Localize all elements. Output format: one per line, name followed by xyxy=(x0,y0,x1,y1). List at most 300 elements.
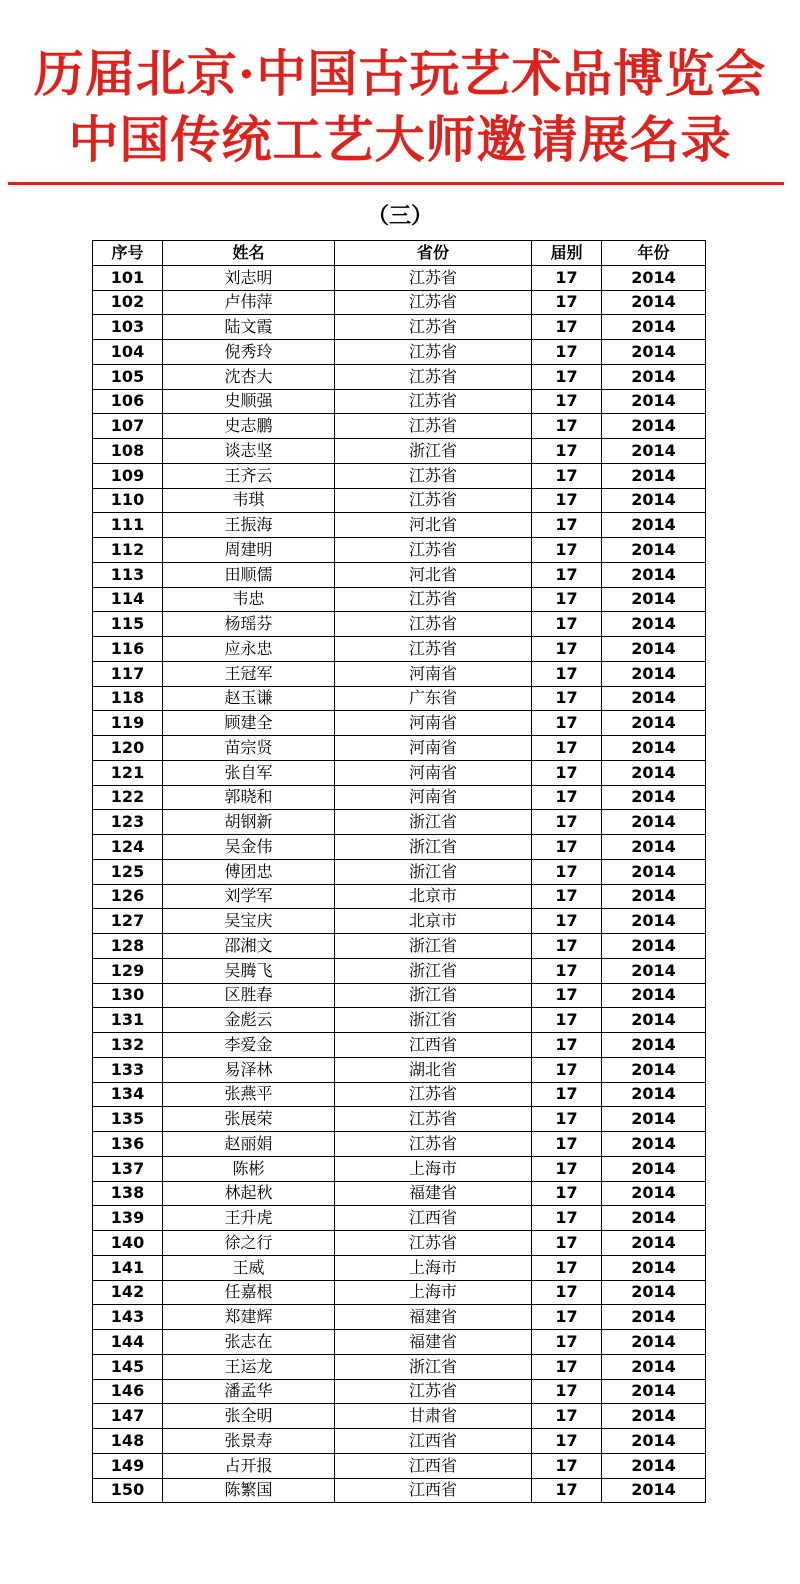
cell-number: 105 xyxy=(93,364,163,389)
table-row xyxy=(93,736,706,761)
cell-session: 17 xyxy=(532,760,602,785)
cell-name: 吴腾飞 xyxy=(163,958,335,983)
cell-year: 2014 xyxy=(602,760,706,785)
cell-province: 浙江省 xyxy=(335,439,532,464)
cell-session: 17 xyxy=(532,1404,602,1429)
table-row xyxy=(93,1008,706,1033)
cell-number: 132 xyxy=(93,1033,163,1058)
cell-province: 福建省 xyxy=(335,1305,532,1330)
cell-number: 124 xyxy=(93,835,163,860)
cell-name: 杨瑶芬 xyxy=(163,612,335,637)
cell-year: 2014 xyxy=(602,934,706,959)
column-header-province: 省份 xyxy=(335,241,532,266)
cell-province: 广东省 xyxy=(335,686,532,711)
table-row xyxy=(93,414,706,439)
cell-session: 17 xyxy=(532,711,602,736)
cell-year: 2014 xyxy=(602,736,706,761)
cell-province: 北京市 xyxy=(335,884,532,909)
table-row xyxy=(93,612,706,637)
cell-province: 江苏省 xyxy=(335,1379,532,1404)
table-row xyxy=(93,637,706,662)
cell-session: 17 xyxy=(532,686,602,711)
table-row xyxy=(93,389,706,414)
cell-year: 2014 xyxy=(602,1305,706,1330)
cell-year: 2014 xyxy=(602,340,706,365)
cell-number: 147 xyxy=(93,1404,163,1429)
cell-province: 江西省 xyxy=(335,1453,532,1478)
cell-session: 17 xyxy=(532,785,602,810)
cell-name: 林起秋 xyxy=(163,1181,335,1206)
cell-session: 17 xyxy=(532,1107,602,1132)
cell-year: 2014 xyxy=(602,983,706,1008)
cell-session: 17 xyxy=(532,1181,602,1206)
table-row xyxy=(93,859,706,884)
cell-number: 127 xyxy=(93,909,163,934)
cell-year: 2014 xyxy=(602,1280,706,1305)
cell-number: 122 xyxy=(93,785,163,810)
cell-number: 142 xyxy=(93,1280,163,1305)
cell-session: 17 xyxy=(532,389,602,414)
cell-session: 17 xyxy=(532,1231,602,1256)
cell-year: 2014 xyxy=(602,290,706,315)
cell-number: 129 xyxy=(93,958,163,983)
cell-session: 17 xyxy=(532,810,602,835)
cell-name: 王升虎 xyxy=(163,1206,335,1231)
table-row xyxy=(93,1478,706,1503)
cell-number: 141 xyxy=(93,1255,163,1280)
column-header-number: 序号 xyxy=(93,241,163,266)
table-body xyxy=(93,265,706,1503)
cell-name: 吴宝庆 xyxy=(163,909,335,934)
cell-session: 17 xyxy=(532,364,602,389)
cell-province: 河南省 xyxy=(335,711,532,736)
table-row xyxy=(93,661,706,686)
column-header-session: 届别 xyxy=(532,241,602,266)
cell-session: 17 xyxy=(532,1156,602,1181)
cell-number: 107 xyxy=(93,414,163,439)
cell-number: 109 xyxy=(93,463,163,488)
cell-session: 17 xyxy=(532,513,602,538)
cell-number: 139 xyxy=(93,1206,163,1231)
cell-name: 韦琪 xyxy=(163,488,335,513)
cell-year: 2014 xyxy=(602,909,706,934)
cell-session: 17 xyxy=(532,265,602,290)
cell-session: 17 xyxy=(532,1478,602,1503)
cell-session: 17 xyxy=(532,488,602,513)
cell-year: 2014 xyxy=(602,1181,706,1206)
cell-session: 17 xyxy=(532,562,602,587)
table-row xyxy=(93,513,706,538)
cell-number: 138 xyxy=(93,1181,163,1206)
cell-session: 17 xyxy=(532,934,602,959)
cell-name: 赵丽娟 xyxy=(163,1132,335,1157)
table-row xyxy=(93,909,706,934)
cell-year: 2014 xyxy=(602,637,706,662)
cell-name: 陈繁国 xyxy=(163,1478,335,1503)
cell-province: 河南省 xyxy=(335,736,532,761)
cell-year: 2014 xyxy=(602,884,706,909)
cell-session: 17 xyxy=(532,587,602,612)
cell-province: 河南省 xyxy=(335,760,532,785)
cell-name: 陈彬 xyxy=(163,1156,335,1181)
table-header xyxy=(93,241,706,266)
cell-number: 113 xyxy=(93,562,163,587)
table-row xyxy=(93,884,706,909)
cell-name: 陆文霞 xyxy=(163,315,335,340)
cell-session: 17 xyxy=(532,1082,602,1107)
table-row xyxy=(93,1231,706,1256)
cell-session: 17 xyxy=(532,1280,602,1305)
cell-year: 2014 xyxy=(602,1354,706,1379)
table-row xyxy=(93,1107,706,1132)
cell-number: 128 xyxy=(93,934,163,959)
cell-name: 郑建辉 xyxy=(163,1305,335,1330)
cell-number: 145 xyxy=(93,1354,163,1379)
cell-province: 江苏省 xyxy=(335,389,532,414)
cell-name: 顾建全 xyxy=(163,711,335,736)
cell-province: 江苏省 xyxy=(335,612,532,637)
table-row xyxy=(93,562,706,587)
cell-number: 126 xyxy=(93,884,163,909)
cell-name: 张燕平 xyxy=(163,1082,335,1107)
table-row xyxy=(93,1305,706,1330)
cell-province: 浙江省 xyxy=(335,934,532,959)
cell-year: 2014 xyxy=(602,1379,706,1404)
cell-province: 江西省 xyxy=(335,1478,532,1503)
cell-session: 17 xyxy=(532,884,602,909)
cell-name: 王冠军 xyxy=(163,661,335,686)
cell-session: 17 xyxy=(532,1255,602,1280)
cell-name: 郭晓和 xyxy=(163,785,335,810)
cell-province: 浙江省 xyxy=(335,835,532,860)
cell-session: 17 xyxy=(532,463,602,488)
table-row xyxy=(93,1132,706,1157)
cell-year: 2014 xyxy=(602,389,706,414)
cell-number: 114 xyxy=(93,587,163,612)
cell-number: 149 xyxy=(93,1453,163,1478)
cell-session: 17 xyxy=(532,1206,602,1231)
cell-session: 17 xyxy=(532,983,602,1008)
cell-number: 117 xyxy=(93,661,163,686)
title-line-2: 中国传统工艺大师邀请展名录 xyxy=(68,110,732,169)
cell-number: 108 xyxy=(93,439,163,464)
cell-name: 易泽林 xyxy=(163,1057,335,1082)
table-row xyxy=(93,315,706,340)
cell-year: 2014 xyxy=(602,1008,706,1033)
cell-name: 张全明 xyxy=(163,1404,335,1429)
cell-number: 131 xyxy=(93,1008,163,1033)
cell-session: 17 xyxy=(532,958,602,983)
cell-year: 2014 xyxy=(602,538,706,563)
cell-province: 江苏省 xyxy=(335,637,532,662)
table-row xyxy=(93,1082,706,1107)
table-row xyxy=(93,488,706,513)
cell-session: 17 xyxy=(532,1453,602,1478)
header-row xyxy=(93,241,706,266)
cell-name: 田顺儒 xyxy=(163,562,335,587)
cell-year: 2014 xyxy=(602,711,706,736)
table-row xyxy=(93,711,706,736)
cell-session: 17 xyxy=(532,637,602,662)
cell-name: 史志鹏 xyxy=(163,414,335,439)
table-row xyxy=(93,538,706,563)
cell-session: 17 xyxy=(532,1033,602,1058)
cell-province: 江西省 xyxy=(335,1033,532,1058)
cell-year: 2014 xyxy=(602,1231,706,1256)
cell-number: 119 xyxy=(93,711,163,736)
cell-number: 121 xyxy=(93,760,163,785)
cell-year: 2014 xyxy=(602,686,706,711)
cell-year: 2014 xyxy=(602,439,706,464)
cell-name: 傅团忠 xyxy=(163,859,335,884)
cell-number: 123 xyxy=(93,810,163,835)
cell-session: 17 xyxy=(532,835,602,860)
cell-province: 江苏省 xyxy=(335,1132,532,1157)
cell-year: 2014 xyxy=(602,265,706,290)
cell-province: 湖北省 xyxy=(335,1057,532,1082)
cell-year: 2014 xyxy=(602,513,706,538)
cell-session: 17 xyxy=(532,612,602,637)
cell-name: 张自军 xyxy=(163,760,335,785)
table-row xyxy=(93,439,706,464)
table-row xyxy=(93,958,706,983)
table-row xyxy=(93,1280,706,1305)
roster-table xyxy=(92,240,706,1503)
cell-name: 赵玉谦 xyxy=(163,686,335,711)
cell-province: 浙江省 xyxy=(335,958,532,983)
header-divider xyxy=(8,182,784,185)
table-row xyxy=(93,835,706,860)
cell-name: 金彪云 xyxy=(163,1008,335,1033)
column-header-year: 年份 xyxy=(602,241,706,266)
cell-number: 144 xyxy=(93,1330,163,1355)
cell-province: 上海市 xyxy=(335,1156,532,1181)
cell-province: 北京市 xyxy=(335,909,532,934)
cell-name: 胡钢新 xyxy=(163,810,335,835)
cell-number: 137 xyxy=(93,1156,163,1181)
cell-session: 17 xyxy=(532,290,602,315)
cell-number: 136 xyxy=(93,1132,163,1157)
cell-name: 刘志明 xyxy=(163,265,335,290)
cell-name: 沈杏大 xyxy=(163,364,335,389)
cell-session: 17 xyxy=(532,1429,602,1454)
cell-province: 江苏省 xyxy=(335,290,532,315)
cell-name: 王振海 xyxy=(163,513,335,538)
cell-year: 2014 xyxy=(602,587,706,612)
cell-year: 2014 xyxy=(602,1206,706,1231)
cell-session: 17 xyxy=(532,1379,602,1404)
cell-number: 112 xyxy=(93,538,163,563)
cell-province: 江苏省 xyxy=(335,364,532,389)
table-row xyxy=(93,1206,706,1231)
part-label: （三） xyxy=(366,204,433,229)
cell-name: 邵湘文 xyxy=(163,934,335,959)
table-row xyxy=(93,1057,706,1082)
cell-name: 张志在 xyxy=(163,1330,335,1355)
table-row xyxy=(93,686,706,711)
cell-province: 甘肃省 xyxy=(335,1404,532,1429)
cell-year: 2014 xyxy=(602,810,706,835)
cell-year: 2014 xyxy=(602,835,706,860)
cell-province: 浙江省 xyxy=(335,810,532,835)
cell-province: 浙江省 xyxy=(335,983,532,1008)
cell-name: 张景寿 xyxy=(163,1429,335,1454)
cell-name: 苗宗贤 xyxy=(163,736,335,761)
cell-number: 135 xyxy=(93,1107,163,1132)
table-row xyxy=(93,290,706,315)
cell-name: 韦忠 xyxy=(163,587,335,612)
cell-name: 占开报 xyxy=(163,1453,335,1478)
table-row xyxy=(93,364,706,389)
cell-number: 115 xyxy=(93,612,163,637)
cell-province: 河南省 xyxy=(335,661,532,686)
cell-name: 潘孟华 xyxy=(163,1379,335,1404)
cell-name: 张展荣 xyxy=(163,1107,335,1132)
cell-year: 2014 xyxy=(602,612,706,637)
cell-province: 江苏省 xyxy=(335,1082,532,1107)
cell-name: 徐之行 xyxy=(163,1231,335,1256)
cell-year: 2014 xyxy=(602,1033,706,1058)
table-row xyxy=(93,1156,706,1181)
cell-number: 104 xyxy=(93,340,163,365)
cell-year: 2014 xyxy=(602,1057,706,1082)
table-row xyxy=(93,934,706,959)
cell-number: 140 xyxy=(93,1231,163,1256)
cell-province: 江西省 xyxy=(335,1206,532,1231)
table-row xyxy=(93,265,706,290)
cell-number: 150 xyxy=(93,1478,163,1503)
cell-number: 125 xyxy=(93,859,163,884)
cell-year: 2014 xyxy=(602,859,706,884)
cell-province: 浙江省 xyxy=(335,1354,532,1379)
cell-name: 王齐云 xyxy=(163,463,335,488)
cell-year: 2014 xyxy=(602,1429,706,1454)
cell-number: 133 xyxy=(93,1057,163,1082)
cell-province: 江苏省 xyxy=(335,1107,532,1132)
cell-year: 2014 xyxy=(602,661,706,686)
cell-province: 浙江省 xyxy=(335,1008,532,1033)
table-row xyxy=(93,1354,706,1379)
cell-year: 2014 xyxy=(602,958,706,983)
cell-name: 刘学军 xyxy=(163,884,335,909)
cell-year: 2014 xyxy=(602,1132,706,1157)
cell-name: 卢伟萍 xyxy=(163,290,335,315)
cell-session: 17 xyxy=(532,661,602,686)
cell-name: 史顺强 xyxy=(163,389,335,414)
cell-session: 17 xyxy=(532,859,602,884)
cell-province: 江苏省 xyxy=(335,265,532,290)
cell-year: 2014 xyxy=(602,785,706,810)
cell-number: 118 xyxy=(93,686,163,711)
cell-number: 148 xyxy=(93,1429,163,1454)
table-row xyxy=(93,1429,706,1454)
cell-province: 江苏省 xyxy=(335,1231,532,1256)
cell-province: 江苏省 xyxy=(335,463,532,488)
cell-year: 2014 xyxy=(602,463,706,488)
cell-number: 116 xyxy=(93,637,163,662)
cell-province: 河北省 xyxy=(335,562,532,587)
cell-province: 福建省 xyxy=(335,1181,532,1206)
cell-year: 2014 xyxy=(602,414,706,439)
cell-session: 17 xyxy=(532,1132,602,1157)
cell-name: 王威 xyxy=(163,1255,335,1280)
cell-year: 2014 xyxy=(602,488,706,513)
cell-session: 17 xyxy=(532,1008,602,1033)
cell-name: 周建明 xyxy=(163,538,335,563)
cell-province: 上海市 xyxy=(335,1280,532,1305)
cell-session: 17 xyxy=(532,1330,602,1355)
cell-name: 任嘉根 xyxy=(163,1280,335,1305)
cell-year: 2014 xyxy=(602,364,706,389)
cell-year: 2014 xyxy=(602,1255,706,1280)
cell-province: 江苏省 xyxy=(335,488,532,513)
cell-number: 120 xyxy=(93,736,163,761)
cell-province: 上海市 xyxy=(335,1255,532,1280)
cell-province: 江苏省 xyxy=(335,340,532,365)
cell-province: 福建省 xyxy=(335,1330,532,1355)
cell-number: 101 xyxy=(93,265,163,290)
cell-number: 143 xyxy=(93,1305,163,1330)
table-row xyxy=(93,760,706,785)
table-row xyxy=(93,463,706,488)
cell-name: 吴金伟 xyxy=(163,835,335,860)
table-row xyxy=(93,340,706,365)
table-row xyxy=(93,587,706,612)
cell-session: 17 xyxy=(532,1305,602,1330)
table-row xyxy=(93,983,706,1008)
cell-session: 17 xyxy=(532,315,602,340)
cell-session: 17 xyxy=(532,1354,602,1379)
cell-name: 李爱金 xyxy=(163,1033,335,1058)
cell-year: 2014 xyxy=(602,1107,706,1132)
table-row xyxy=(93,1330,706,1355)
table-row xyxy=(93,1453,706,1478)
cell-province: 江西省 xyxy=(335,1429,532,1454)
cell-year: 2014 xyxy=(602,315,706,340)
cell-name: 谈志坚 xyxy=(163,439,335,464)
cell-session: 17 xyxy=(532,538,602,563)
table-row xyxy=(93,1181,706,1206)
cell-number: 130 xyxy=(93,983,163,1008)
cell-province: 河南省 xyxy=(335,785,532,810)
cell-name: 王运龙 xyxy=(163,1354,335,1379)
cell-year: 2014 xyxy=(602,1453,706,1478)
cell-year: 2014 xyxy=(602,562,706,587)
cell-province: 江苏省 xyxy=(335,587,532,612)
cell-number: 110 xyxy=(93,488,163,513)
cell-name: 倪秀玲 xyxy=(163,340,335,365)
cell-year: 2014 xyxy=(602,1156,706,1181)
cell-session: 17 xyxy=(532,1057,602,1082)
cell-number: 134 xyxy=(93,1082,163,1107)
cell-province: 浙江省 xyxy=(335,859,532,884)
cell-year: 2014 xyxy=(602,1082,706,1107)
table-row xyxy=(93,1404,706,1429)
cell-province: 江苏省 xyxy=(335,315,532,340)
cell-province: 江苏省 xyxy=(335,538,532,563)
cell-number: 106 xyxy=(93,389,163,414)
title-line-1: 历届北京·中国古玩艺术品博览会 xyxy=(33,44,767,103)
cell-session: 17 xyxy=(532,736,602,761)
cell-year: 2014 xyxy=(602,1478,706,1503)
cell-name: 区胜春 xyxy=(163,983,335,1008)
table-row xyxy=(93,1255,706,1280)
cell-province: 河北省 xyxy=(335,513,532,538)
cell-session: 17 xyxy=(532,414,602,439)
cell-name: 应永忠 xyxy=(163,637,335,662)
cell-province: 江苏省 xyxy=(335,414,532,439)
cell-session: 17 xyxy=(532,439,602,464)
